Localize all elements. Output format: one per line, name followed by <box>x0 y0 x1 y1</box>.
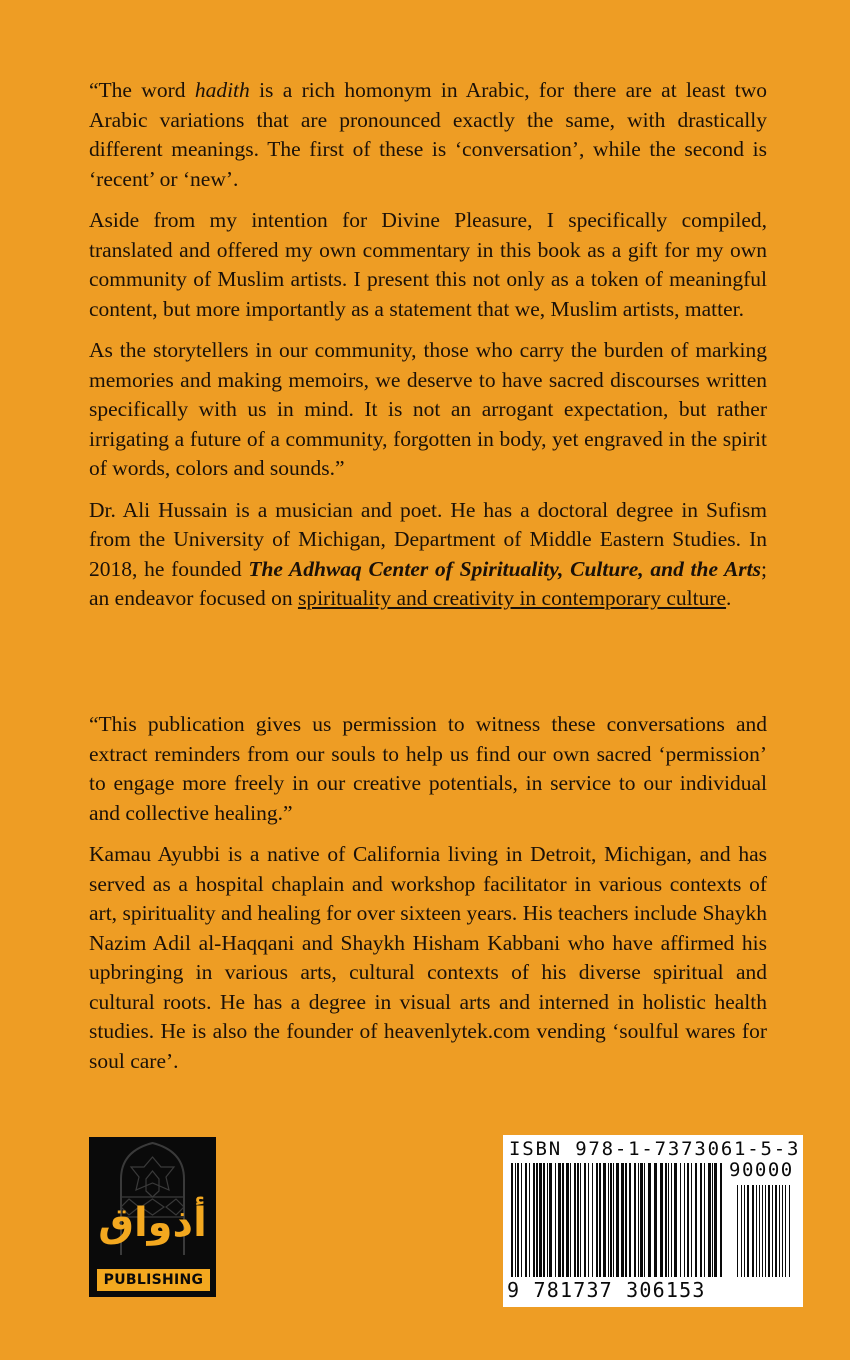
barcode-bar <box>511 1163 513 1277</box>
barcode-digits: 9 781737 306153 <box>507 1278 706 1302</box>
barcode-bar <box>640 1163 643 1277</box>
barcode-bar <box>580 1163 581 1277</box>
quote-paragraph-3: As the storytellers in our community, those who carry the burden of marking memories and making memoirs, we deserve to have sacred discourses written specifically with us in mind. It is not an arrogant expectation, but rather irrigating a future of a community, forgotten in body, yet engraved in the spirit of words, colors and sounds.” <box>89 338 767 480</box>
author-bio: Dr. Ali Hussain is a musician and poet. He has a doctoral degree in Sufism from the University of Michigan, Department of Middle Eastern Studies. In 2018, he founded The Adhwaq Center of Spirituality, Culture, and the Arts; an endeavor focused on spirituality and creativity in contemporary culture. <box>89 497 768 610</box>
quote-paragraph-1: “The word hadith is a rich homonym in Arabic, for there are at least two Arabic variations that are pronounced exactly the same, with drastically different meanings. The first of these is ‘conversation’, while the second is ‘recent’ or ‘new’. <box>89 78 767 191</box>
publishing-label: PUBLISHING <box>96 1268 211 1292</box>
logo-arabic-wordmark: أذواق <box>98 1200 207 1246</box>
addon-bar <box>737 1185 738 1277</box>
barcode-bar <box>558 1163 561 1277</box>
barcode-bar <box>665 1163 667 1277</box>
addon-bar <box>765 1185 766 1277</box>
addon-bar <box>775 1185 777 1277</box>
addon-bar <box>782 1185 783 1277</box>
barcode-bar <box>610 1163 612 1277</box>
barcode-bar <box>566 1163 569 1277</box>
barcode-bar <box>549 1163 552 1277</box>
barcode-bar <box>687 1163 689 1277</box>
barcode-bar <box>704 1163 705 1277</box>
barcode-bar <box>613 1163 614 1277</box>
barcode-bar <box>603 1163 606 1277</box>
addon-bar <box>762 1185 763 1277</box>
barcode-bar <box>574 1163 576 1277</box>
barcode-bar <box>644 1163 645 1277</box>
barcode-bar <box>629 1163 631 1277</box>
barcode-bar <box>592 1163 593 1277</box>
price-code: 90000 <box>729 1159 794 1181</box>
barcode-bar <box>684 1163 685 1277</box>
addon-bar <box>741 1185 742 1277</box>
barcode-bar <box>674 1163 677 1277</box>
addon-bar <box>785 1185 786 1277</box>
addon-bar <box>772 1185 773 1277</box>
author-quote-block <box>89 76 767 626</box>
barcode-bar <box>533 1163 535 1277</box>
barcode-bar <box>616 1163 619 1277</box>
barcode-bar <box>517 1163 519 1277</box>
barcode-bar <box>515 1163 516 1277</box>
center-name: The Adhwaq Center of Spirituality, Culture, and the Arts <box>248 556 762 581</box>
barcode-bar <box>712 1163 713 1277</box>
isbn-barcode <box>503 1135 803 1307</box>
barcode-bar <box>691 1163 692 1277</box>
barcode-bar <box>529 1163 530 1277</box>
endorsement-quote: “This publication gives us permission to witness these conversations and extract reminders from our souls to help us find our own sacred ‘permission’ to engage more freely in our creative potentials, in service to our individual and collective healing.” <box>89 712 767 825</box>
publisher-logo <box>89 1137 216 1297</box>
hadith-term: hadith <box>194 78 250 102</box>
barcode-bar <box>521 1163 522 1277</box>
barcode-bar <box>525 1163 527 1277</box>
addon-bar <box>747 1185 749 1277</box>
barcode-bar <box>608 1163 609 1277</box>
barcode-bar <box>695 1163 697 1277</box>
barcode-bar <box>634 1163 636 1277</box>
addon-bar <box>752 1185 754 1277</box>
addon-bar <box>759 1185 760 1277</box>
barcode-bar <box>700 1163 702 1277</box>
barcode-bar <box>588 1163 589 1277</box>
addon-bar <box>779 1185 780 1277</box>
isbn-number: ISBN 978-1-7373061-5-3 <box>509 1138 801 1160</box>
barcode-bar <box>660 1163 663 1277</box>
barcode-bar <box>547 1163 548 1277</box>
barcode-bar <box>668 1163 669 1277</box>
barcode-bar <box>577 1163 579 1277</box>
barcode-bar <box>648 1163 651 1277</box>
barcode-bars <box>511 1163 795 1279</box>
barcode-bar <box>720 1163 722 1277</box>
culture-link[interactable]: spirituality and creativity in contemporary culture <box>297 586 727 610</box>
barcode-bar <box>625 1163 627 1277</box>
barcode-bar <box>680 1163 681 1277</box>
endorsement-block <box>89 710 767 1088</box>
barcode-bar <box>596 1163 598 1277</box>
barcode-bar <box>599 1163 601 1277</box>
barcode-bar <box>555 1163 556 1277</box>
barcode-bar <box>654 1163 657 1277</box>
barcode-bar <box>543 1163 545 1277</box>
barcode-bar <box>671 1163 672 1277</box>
barcode-bar <box>584 1163 586 1277</box>
barcode-bar <box>562 1163 564 1277</box>
endorser-bio: Kamau Ayubbi is a native of California living in Detroit, Michigan, and has served as a hospital chaplain and workshop facilitator in various contexts of art, spirituality and healing for over sixteen years. His teachers include Shaykh Nazim Adil al-Haqqani and Shaykh Hisham Kabbani who have affirmed his upbringing in various arts, cultural contexts of his diverse spiritual and cultural roots. He has a degree in visual arts and interned in holistic health studies. He is also the founder of heavenlytek.com vending ‘soulful wares for soul care’. <box>89 842 767 1073</box>
addon-bar <box>756 1185 757 1277</box>
barcode-bar <box>536 1163 538 1277</box>
barcode-bar <box>621 1163 624 1277</box>
barcode-bar <box>638 1163 639 1277</box>
barcode-bar <box>539 1163 542 1277</box>
barcode-bar <box>570 1163 571 1277</box>
addon-bar <box>789 1185 790 1277</box>
barcode-bar <box>708 1163 711 1277</box>
barcode-bar <box>714 1163 717 1277</box>
addon-bar <box>744 1185 745 1277</box>
addon-bar <box>768 1185 770 1277</box>
quote-paragraph-2: Aside from my intention for Divine Pleasure, I specifically compiled, translated and offered my own commentary in this book as a gift for my own community of Muslim artists. I present this not only as a token of meaningful content, but more importantly as a statement that we, Muslim artists, matter. <box>89 208 767 321</box>
